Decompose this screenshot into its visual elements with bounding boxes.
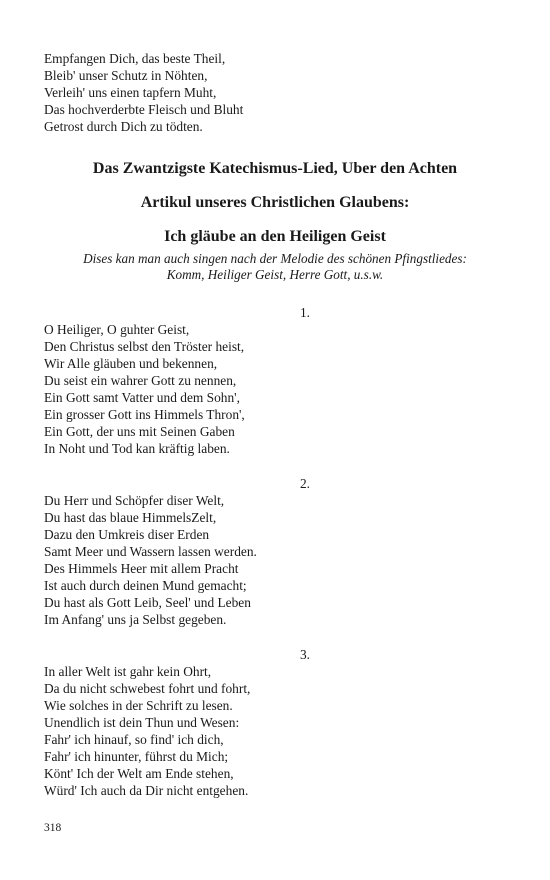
verse-line: Du hast als Gott Leib, Seel' und Leben — [44, 595, 251, 610]
melody-note — [44, 251, 506, 283]
page-body — [44, 50, 506, 799]
verse-line: Dazu den Umkreis diser Erden — [44, 527, 210, 542]
verse-line: Ist auch durch deinen Mund gemacht; — [44, 578, 247, 593]
stanza-number: 2. — [299, 476, 311, 491]
verse-line: Du seist ein wahrer Gott zu nennen, — [44, 373, 237, 388]
verse-line: Das hochverderbte Fleisch und Bluht — [44, 102, 244, 117]
verse-line: Wie solches in der Schrift zu lesen. — [44, 698, 233, 713]
verse-line: Samt Meer und Wassern lassen werden. — [44, 544, 257, 559]
verse-line: Fahr' ich hinauf, so find' ich dich, — [44, 732, 224, 747]
verse-line: Ein grosser Gott ins Himmels Thron', — [44, 407, 245, 422]
stanza-2 — [44, 475, 506, 628]
hymn-title-line-2: Artikul unseres Christlichen Glaubens: — [140, 194, 410, 211]
stanza-number: 1. — [299, 305, 311, 320]
hymn-title-line-1: Das Zwantzigste Katechismus-Lied, Uber den Achten — [92, 160, 458, 177]
verse-line: Bleib' unser Schutz in Nöhten, — [44, 68, 208, 83]
verse-line: Könt' Ich der Welt am Ende stehen, — [44, 766, 234, 781]
verse-line: Verleih' uns einen tapfern Muht, — [44, 85, 217, 100]
verse-line: Getrost durch Dich zu tödten. — [44, 119, 203, 134]
stanza-number: 3. — [299, 647, 311, 662]
verse-line: Du hast das blaue HimmelsZelt, — [44, 510, 217, 525]
verse-line: In aller Welt ist gahr kein Ohrt, — [44, 664, 212, 679]
verse-line: Im Anfang' uns ja Selbst gegeben. — [44, 612, 227, 627]
verse-line: Den Christus selbst den Tröster heist, — [44, 339, 245, 354]
verse-line: Ein Gott, der uns mit Seinen Gaben — [44, 424, 235, 439]
verse-line: Unendlich ist dein Thun und Wesen: — [44, 715, 240, 730]
melody-note-line-2: Komm, Heiliger Geist, Herre Gott, u.s.w. — [166, 267, 384, 282]
verse-line: Würd' Ich auch da Dir nicht entgehen. — [44, 783, 249, 798]
verse-line: Du Herr und Schöpfer diser Welt, — [44, 493, 225, 508]
verse-line: O Heiliger, O guhter Geist, — [44, 322, 190, 337]
verse-line: Da du nicht schwebest fohrt und fohrt, — [44, 681, 251, 696]
verse-line: Des Himmels Heer mit allem Pracht — [44, 561, 239, 576]
stanza-3 — [44, 646, 506, 799]
verse-line: Fahr' ich hinunter, führst du Mich; — [44, 749, 229, 764]
verse-line: Empfangen Dich, das beste Theil, — [44, 51, 226, 66]
verse-line: In Noht und Tod kan kräftig laben. — [44, 441, 230, 456]
stanza-1 — [44, 304, 506, 457]
hymn-title-line-3: Ich gläube an den Heiligen Geist — [164, 228, 386, 245]
melody-note-line-1: Dises kan man auch singen nach der Melodie des schönen Pfingstliedes: — [83, 251, 467, 266]
verse-line: Ein Gott samt Vatter und dem Sohn', — [44, 390, 240, 405]
verse-line: Wir Alle gläuben und bekennen, — [44, 356, 218, 371]
page-number: 318 — [44, 822, 62, 834]
opening-stanza — [44, 50, 506, 135]
